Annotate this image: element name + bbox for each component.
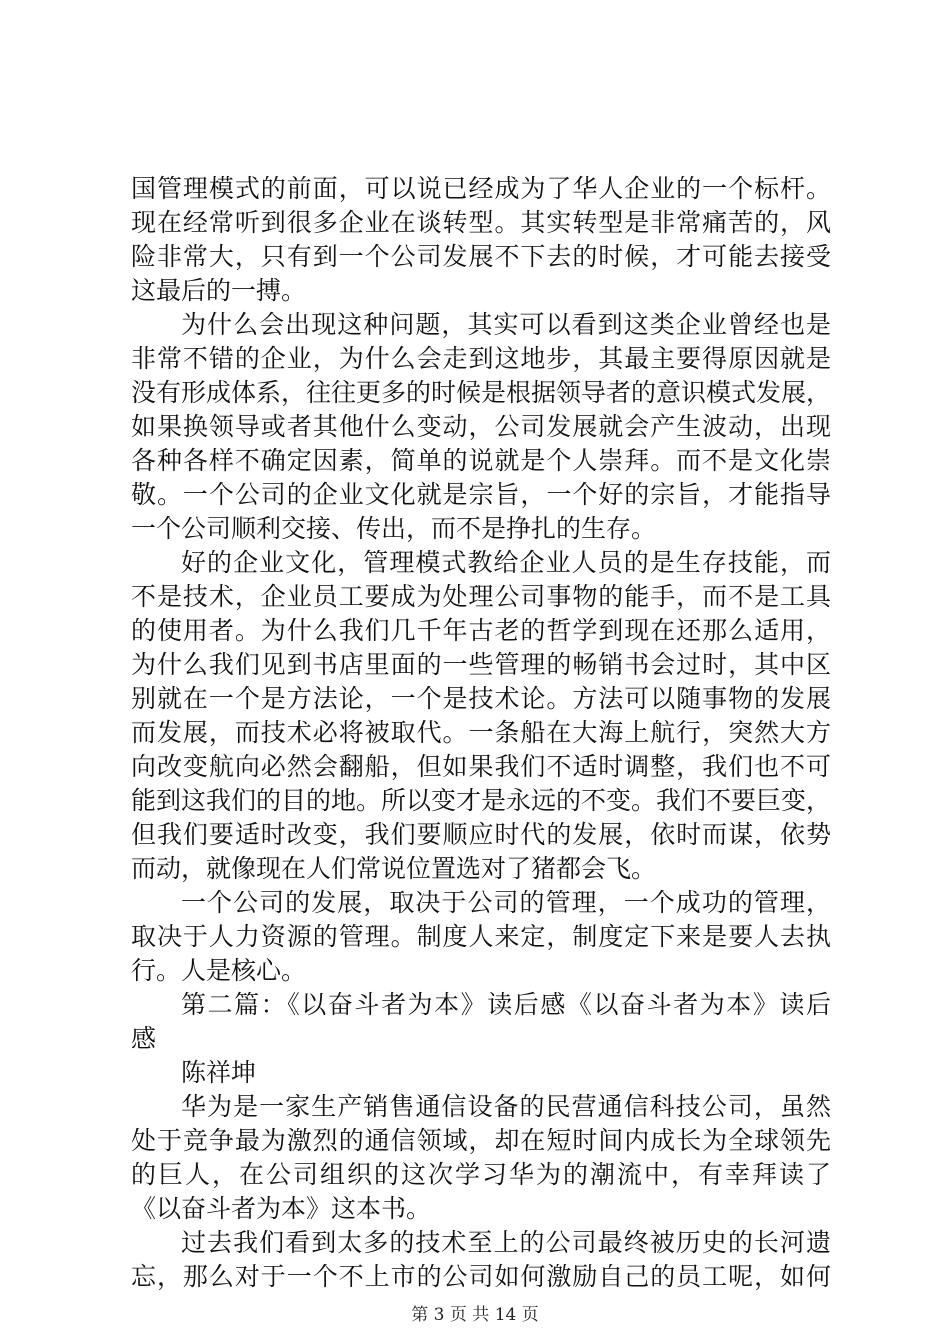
text-line: 别就在一个是方法论，一个是技术论。方法可以随事物的发展 bbox=[131, 684, 831, 713]
text-line: 一个公司顺利交接、传出，而不是挣扎的生存。 bbox=[131, 514, 657, 543]
section-heading-cont: 感 bbox=[131, 1024, 157, 1053]
text-line: 华为是一家生产销售通信设备的民营通信科技公司，虽然 bbox=[181, 1092, 831, 1121]
text-line: 非常不错的企业，为什么会走到这地步，其最主要得原因就是 bbox=[131, 344, 831, 373]
text-line: 如果换领导或者其他什么变动，公司发展就会产生波动，出现 bbox=[131, 412, 831, 441]
text-line: 过去我们看到太多的技术至上的公司最终被历史的长河遗 bbox=[181, 1228, 831, 1257]
page-footer: 第 3 页 共 14 页 bbox=[411, 1305, 539, 1325]
text-line: 的使用者。为什么我们几千年古老的哲学到现在还那么适用， bbox=[131, 616, 831, 645]
text-line: 一个公司的发展，取决于公司的管理，一个成功的管理， bbox=[181, 888, 831, 917]
author-name: 陈祥坤 bbox=[181, 1058, 257, 1087]
text-line: 但我们要适时改变，我们要顺应时代的发展，依时而谋，依势 bbox=[131, 820, 831, 849]
text-line: 没有形成体系，往往更多的时候是根据领导者的意识模式发展， bbox=[131, 378, 832, 407]
text-line: 这最后的一搏。 bbox=[131, 276, 307, 305]
text-line: 险非常大，只有到一个公司发展不下去的时候，才可能去接受 bbox=[131, 242, 831, 271]
text-line: 的巨人，在公司组织的这次学习华为的潮流中，有幸拜读了 bbox=[131, 1160, 831, 1189]
text-line: 忘，那么对于一个不上市的公司如何激励自己的员工呢，如何 bbox=[131, 1262, 831, 1291]
text-line: 而动，就像现在人们常说位置选对了猪都会飞。 bbox=[131, 854, 657, 883]
text-line: 向改变航向必然会翻船，但如果我们不适时调整，我们也不可 bbox=[131, 752, 831, 781]
section-heading: 第二篇：《以奋斗者为本》读后感《以奋斗者为本》读后 bbox=[181, 990, 831, 1019]
text-line: 取决于人力资源的管理。制度人来定，制度定下来是要人去执 bbox=[131, 922, 831, 951]
text-line: 现在经常听到很多企业在谈转型。其实转型是非常痛苦的，风 bbox=[131, 208, 831, 237]
text-line: 为什么我们见到书店里面的一些管理的畅销书会过时，其中区 bbox=[131, 650, 831, 679]
text-line: 《以奋斗者为本》这本书。 bbox=[131, 1194, 432, 1223]
text-line: 处于竞争最为激烈的通信领域，却在短时间内成长为全球领先 bbox=[131, 1126, 831, 1155]
text-line: 敬。一个公司的企业文化就是宗旨，一个好的宗旨，才能指导 bbox=[131, 480, 831, 509]
text-line: 能到这我们的目的地。所以变才是永远的不变。我们不要巨变， bbox=[131, 786, 832, 815]
text-line: 不是技术，企业员工要成为处理公司事物的能手，而不是工具 bbox=[131, 582, 831, 611]
text-line: 国管理模式的前面，可以说已经成为了华人企业的一个标杆。 bbox=[131, 174, 831, 203]
text-line: 好的企业文化，管理模式教给企业人员的是生存技能，而 bbox=[181, 548, 831, 577]
text-line: 行。人是核心。 bbox=[131, 956, 307, 985]
text-line: 为什么会出现这种问题，其实可以看到这类企业曾经也是 bbox=[181, 310, 831, 339]
text-line: 而发展，而技术必将被取代。一条船在大海上航行，突然大方 bbox=[131, 718, 831, 747]
text-line: 各种各样不确定因素，简单的说就是个人崇拜。而不是文化崇 bbox=[131, 446, 831, 475]
